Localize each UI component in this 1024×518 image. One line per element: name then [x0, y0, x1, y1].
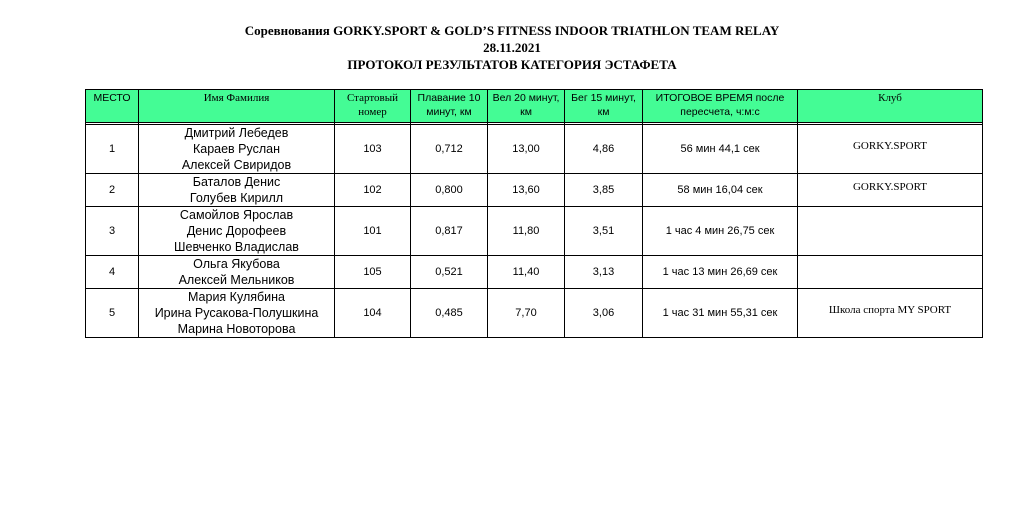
club-cell	[798, 125, 983, 174]
results-table	[85, 89, 983, 338]
total-time-cell: 1 час 13 мин 26,69 сек	[643, 256, 798, 289]
names-cell	[139, 125, 335, 174]
club-cell	[798, 174, 983, 207]
place-cell: 4	[86, 256, 139, 289]
start-number-cell: 101	[335, 207, 411, 256]
participant-name: Денис Дорофеев	[186, 224, 287, 238]
place-cell: 2	[86, 174, 139, 207]
participant-name: Марина Новоторова	[177, 322, 296, 336]
total-time-cell: 1 час 31 мин 55,31 сек	[643, 289, 798, 338]
names-cell	[139, 289, 335, 338]
participant-name: Ольга Якубова	[193, 257, 280, 271]
table-row	[86, 125, 983, 174]
club-name: Школа спорта MY SPORT	[828, 304, 952, 316]
participant-name: Баталов Денис	[192, 175, 281, 189]
start-number-cell: 105	[335, 256, 411, 289]
place-cell: 1	[86, 125, 139, 174]
competition-date: 28.11.2021	[483, 40, 541, 55]
names-cell	[139, 207, 335, 256]
participant-name: Алексей Свиридов	[181, 158, 292, 172]
table-header-row	[86, 90, 983, 123]
participant-name: Алексей Мельников	[178, 273, 295, 287]
run-cell: 3,51	[565, 207, 643, 256]
bike-cell: 11,80	[488, 207, 565, 256]
club-cell	[798, 256, 983, 289]
total-time-cell: 58 мин 16,04 сек	[643, 174, 798, 207]
participant-name: Голубев Кирилл	[189, 191, 284, 205]
swim-cell: 0,521	[411, 256, 488, 289]
bike-cell: 11,40	[488, 256, 565, 289]
col-header-bike: Вел 20 минут, км	[488, 90, 565, 123]
names-cell	[139, 174, 335, 207]
table-row	[86, 207, 983, 256]
participant-name: Мария Кулябина	[188, 290, 285, 304]
club-name: GORKY.SPORT	[852, 140, 928, 152]
participant-name: Дмитрий Лебедев	[184, 126, 289, 140]
col-header-place: МЕСТО	[86, 90, 139, 123]
run-cell: 3,13	[565, 256, 643, 289]
table-row	[86, 289, 983, 338]
swim-cell: 0,485	[411, 289, 488, 338]
col-header-swim: Плавание 10 минут, км	[411, 90, 488, 123]
participant-name: Караев Руслан	[192, 142, 281, 156]
club-name: GORKY.SPORT	[852, 181, 928, 193]
swim-cell: 0,712	[411, 125, 488, 174]
bike-cell: 13,60	[488, 174, 565, 207]
swim-cell: 0,817	[411, 207, 488, 256]
total-time-cell: 1 час 4 мин 26,75 сек	[643, 207, 798, 256]
participant-name: Ирина Русакова-Полушкина	[154, 306, 319, 320]
col-header-start-number: Стартовый номер	[335, 90, 411, 123]
participant-name: Шевченко Владислав	[174, 240, 299, 254]
names-cell	[139, 256, 335, 289]
col-header-name: Имя Фамилия	[139, 90, 335, 123]
table-row	[86, 174, 983, 207]
run-cell: 3,06	[565, 289, 643, 338]
bike-cell: 7,70	[488, 289, 565, 338]
place-cell: 5	[86, 289, 139, 338]
start-number-cell: 102	[335, 174, 411, 207]
run-cell: 3,85	[565, 174, 643, 207]
place-cell: 3	[86, 207, 139, 256]
start-number-cell: 103	[335, 125, 411, 174]
competition-title: Соревнования GORKY.SPORT & GOLD’S FITNESS INDOOR TRIATHLON TEAM RELAY	[244, 23, 780, 38]
col-header-total-time: ИТОГОВОЕ ВРЕМЯ после пересчета, ч:м:с	[643, 90, 798, 123]
col-header-club: Клуб	[798, 90, 983, 123]
table-row	[86, 256, 983, 289]
bike-cell: 13,00	[488, 125, 565, 174]
club-cell	[798, 207, 983, 256]
club-cell	[798, 289, 983, 338]
col-header-run: Бег 15 минут, км	[565, 90, 643, 123]
total-time-cell: 56 мин 44,1 сек	[643, 125, 798, 174]
start-number-cell: 104	[335, 289, 411, 338]
protocol-title: ПРОТОКОЛ РЕЗУЛЬТАТОВ КАТЕГОРИЯ ЭСТАФЕТА	[347, 57, 677, 72]
swim-cell: 0,800	[411, 174, 488, 207]
participant-name: Самойлов Ярослав	[179, 208, 294, 222]
run-cell: 4,86	[565, 125, 643, 174]
